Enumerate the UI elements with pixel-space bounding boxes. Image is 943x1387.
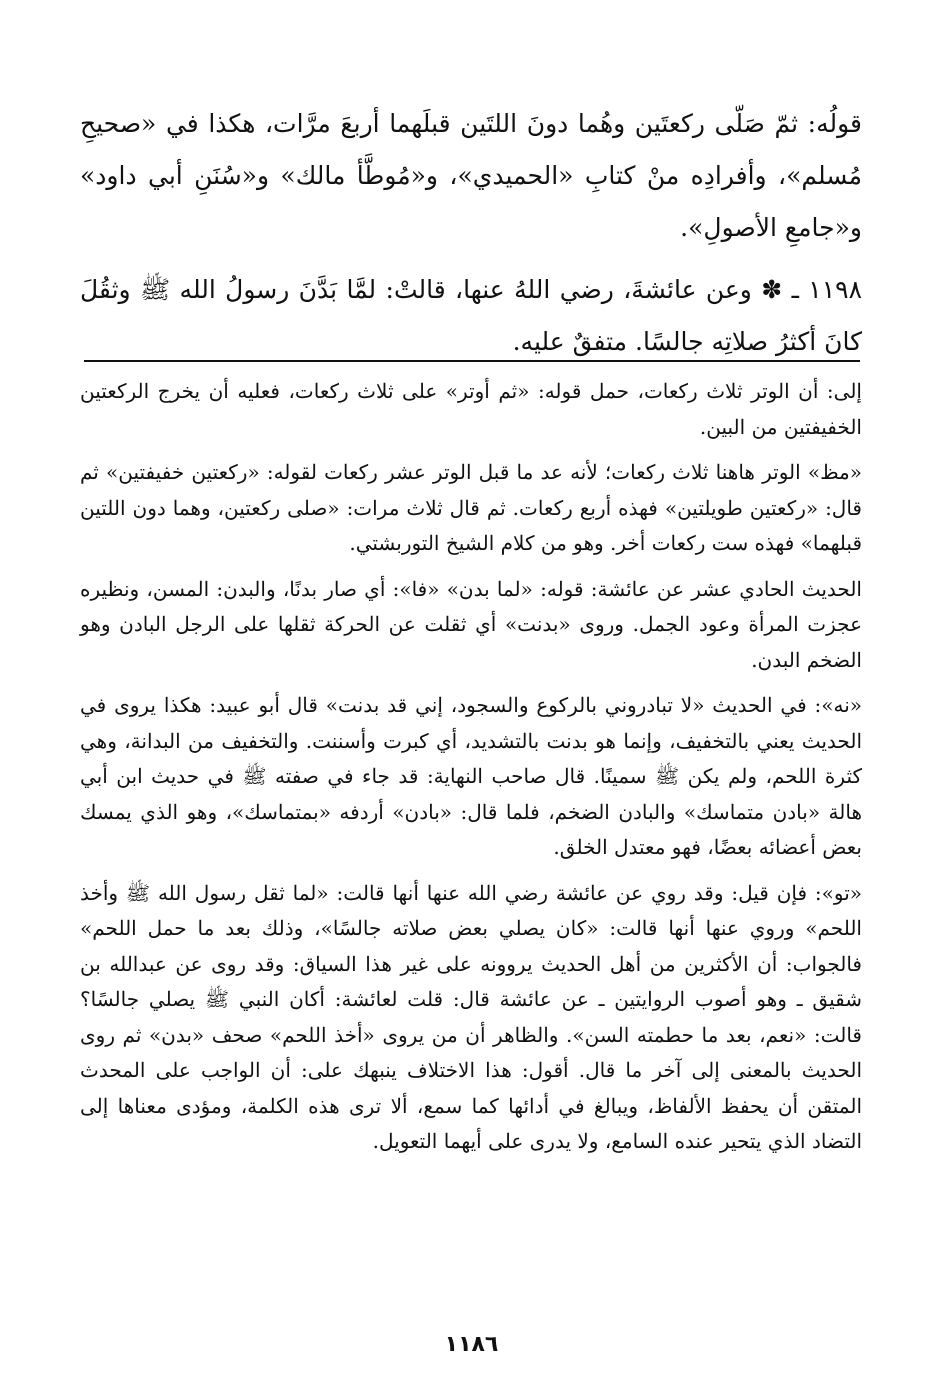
commentary-paragraph: «تو»: فإن قيل: وقد روي عن عائشة رضي الله عنها أنها قالت: «لما ثقل رسول الله ﷺ وأخذ اللحم» وروي عنها أنها قالت: «كان يصلي بعض صلاته جالسًا»، وذلك بعد ما حمل اللحم» فالجواب: أن الأكثرين من أهل الحديث يروونه على غير هذا السياق: وقد روى عن عبدالله بن شقيق ـ وهو أصوب الروايتين ـ عن عائشة قال: قلت لعائشة: أكان النبي ﷺ يصلي جالسًا؟ قالت: «نعم، بعد ما حطمته السن». والظاهر أن من يروى «أخذ اللحم» صحف «بدن» ثم روى الحديث بالمعنى إلى آخر ما قال. أقول: هذا الاختلاف ينبهك على: أن الواجب على المحدث المتقن أن يحفظ الألفاظ، ويبالغ في أدائها كما سمع، ألا ترى هذه الكلمة، ومؤدى معناها إلى التضاد الذي يتحير عنده السامع، ولا يدرى على أيهما التعويل.	[80, 880, 862, 1153]
hadith-paragraph: ١١٩٨ ـ ✽ وعن عائشةَ، رضي اللهُ عنها، قالتْ: لمَّا بَدَّنَ رسولُ الله ﷺ وثقُلَ كانَ أكثرُ صلاتِه جالسًا. متفقٌ عليه.	[80, 275, 862, 356]
main-paragraph: قولُه: ثمّ صَلّى ركعتَين وهُما دونَ اللتَين قبلَهما أربعَ مرَّات، هكذا في «صحيحِ مُسلم»، وأفرادِه منْ كتابِ «الحميدي»، و«مُوطَّأ مالك» و«سُنَنِ أبي داود» و«جامعِ الأصولِ».	[80, 109, 862, 242]
page-number: ١١٨٦	[444, 1332, 499, 1357]
commentary-paragraph: «مظ» الوتر هاهنا ثلاث ركعات؛ لأنه عد ما قبل الوتر عشر ركعات لقوله: «ركعتين خفيفتين» ثم قال: «ركعتين طويلتين» فهذه أربع ركعات. ثم قال ثلاث مرات: «صلى ركعتين، وهما دون اللتين قبلهما» فهذه ست ركعات أخر. وهو من كلام الشيخ التوربشتي.	[80, 460, 862, 555]
commentary-block	[80, 374, 862, 1170]
section-divider	[84, 360, 860, 362]
commentary-paragraph: «نه»: في الحديث «لا تبادروني بالركوع والسجود، إني قد بدنت» قال أبو عبيد: هكذا يروى في الحديث يعني بالتخفيف، وإنما هو بدنت بالتشديد، أي كبرت وأسننت. والتخفيف من البدانة، وهي كثرة اللحم، ولم يكن ﷺ سمينًا. قال صاحب النهاية: قد جاء في صفته ﷺ في حديث ابن أبي هالة «بادن متماسك» والبادن الضخم، فلما قال: «بادن» أردفه «بمتماسك»، وهو الذي يمسك بعض أعضائه بعضًا، فهو معتدل الخلق.	[80, 693, 862, 859]
commentary-paragraph: الحديث الحادي عشر عن عائشة: قوله: «لما بدن» «فا»: أي صار بدنًا، والبدن: المسن، ونظيره عجزت المرأة وعود الجمل. وروى «بدنت» أي ثقلت عن الحركة ثقلها على الرجل البادن وهو الضخم البدن.	[80, 576, 862, 672]
main-text-block	[80, 98, 862, 378]
commentary-paragraph: إلى: أن الوتر ثلاث ركعات، حمل قوله: «ثم أوتر» على ثلاث ركعات، فعليه أن يخرج الركعتين الخفيفتين من البين.	[80, 379, 862, 439]
